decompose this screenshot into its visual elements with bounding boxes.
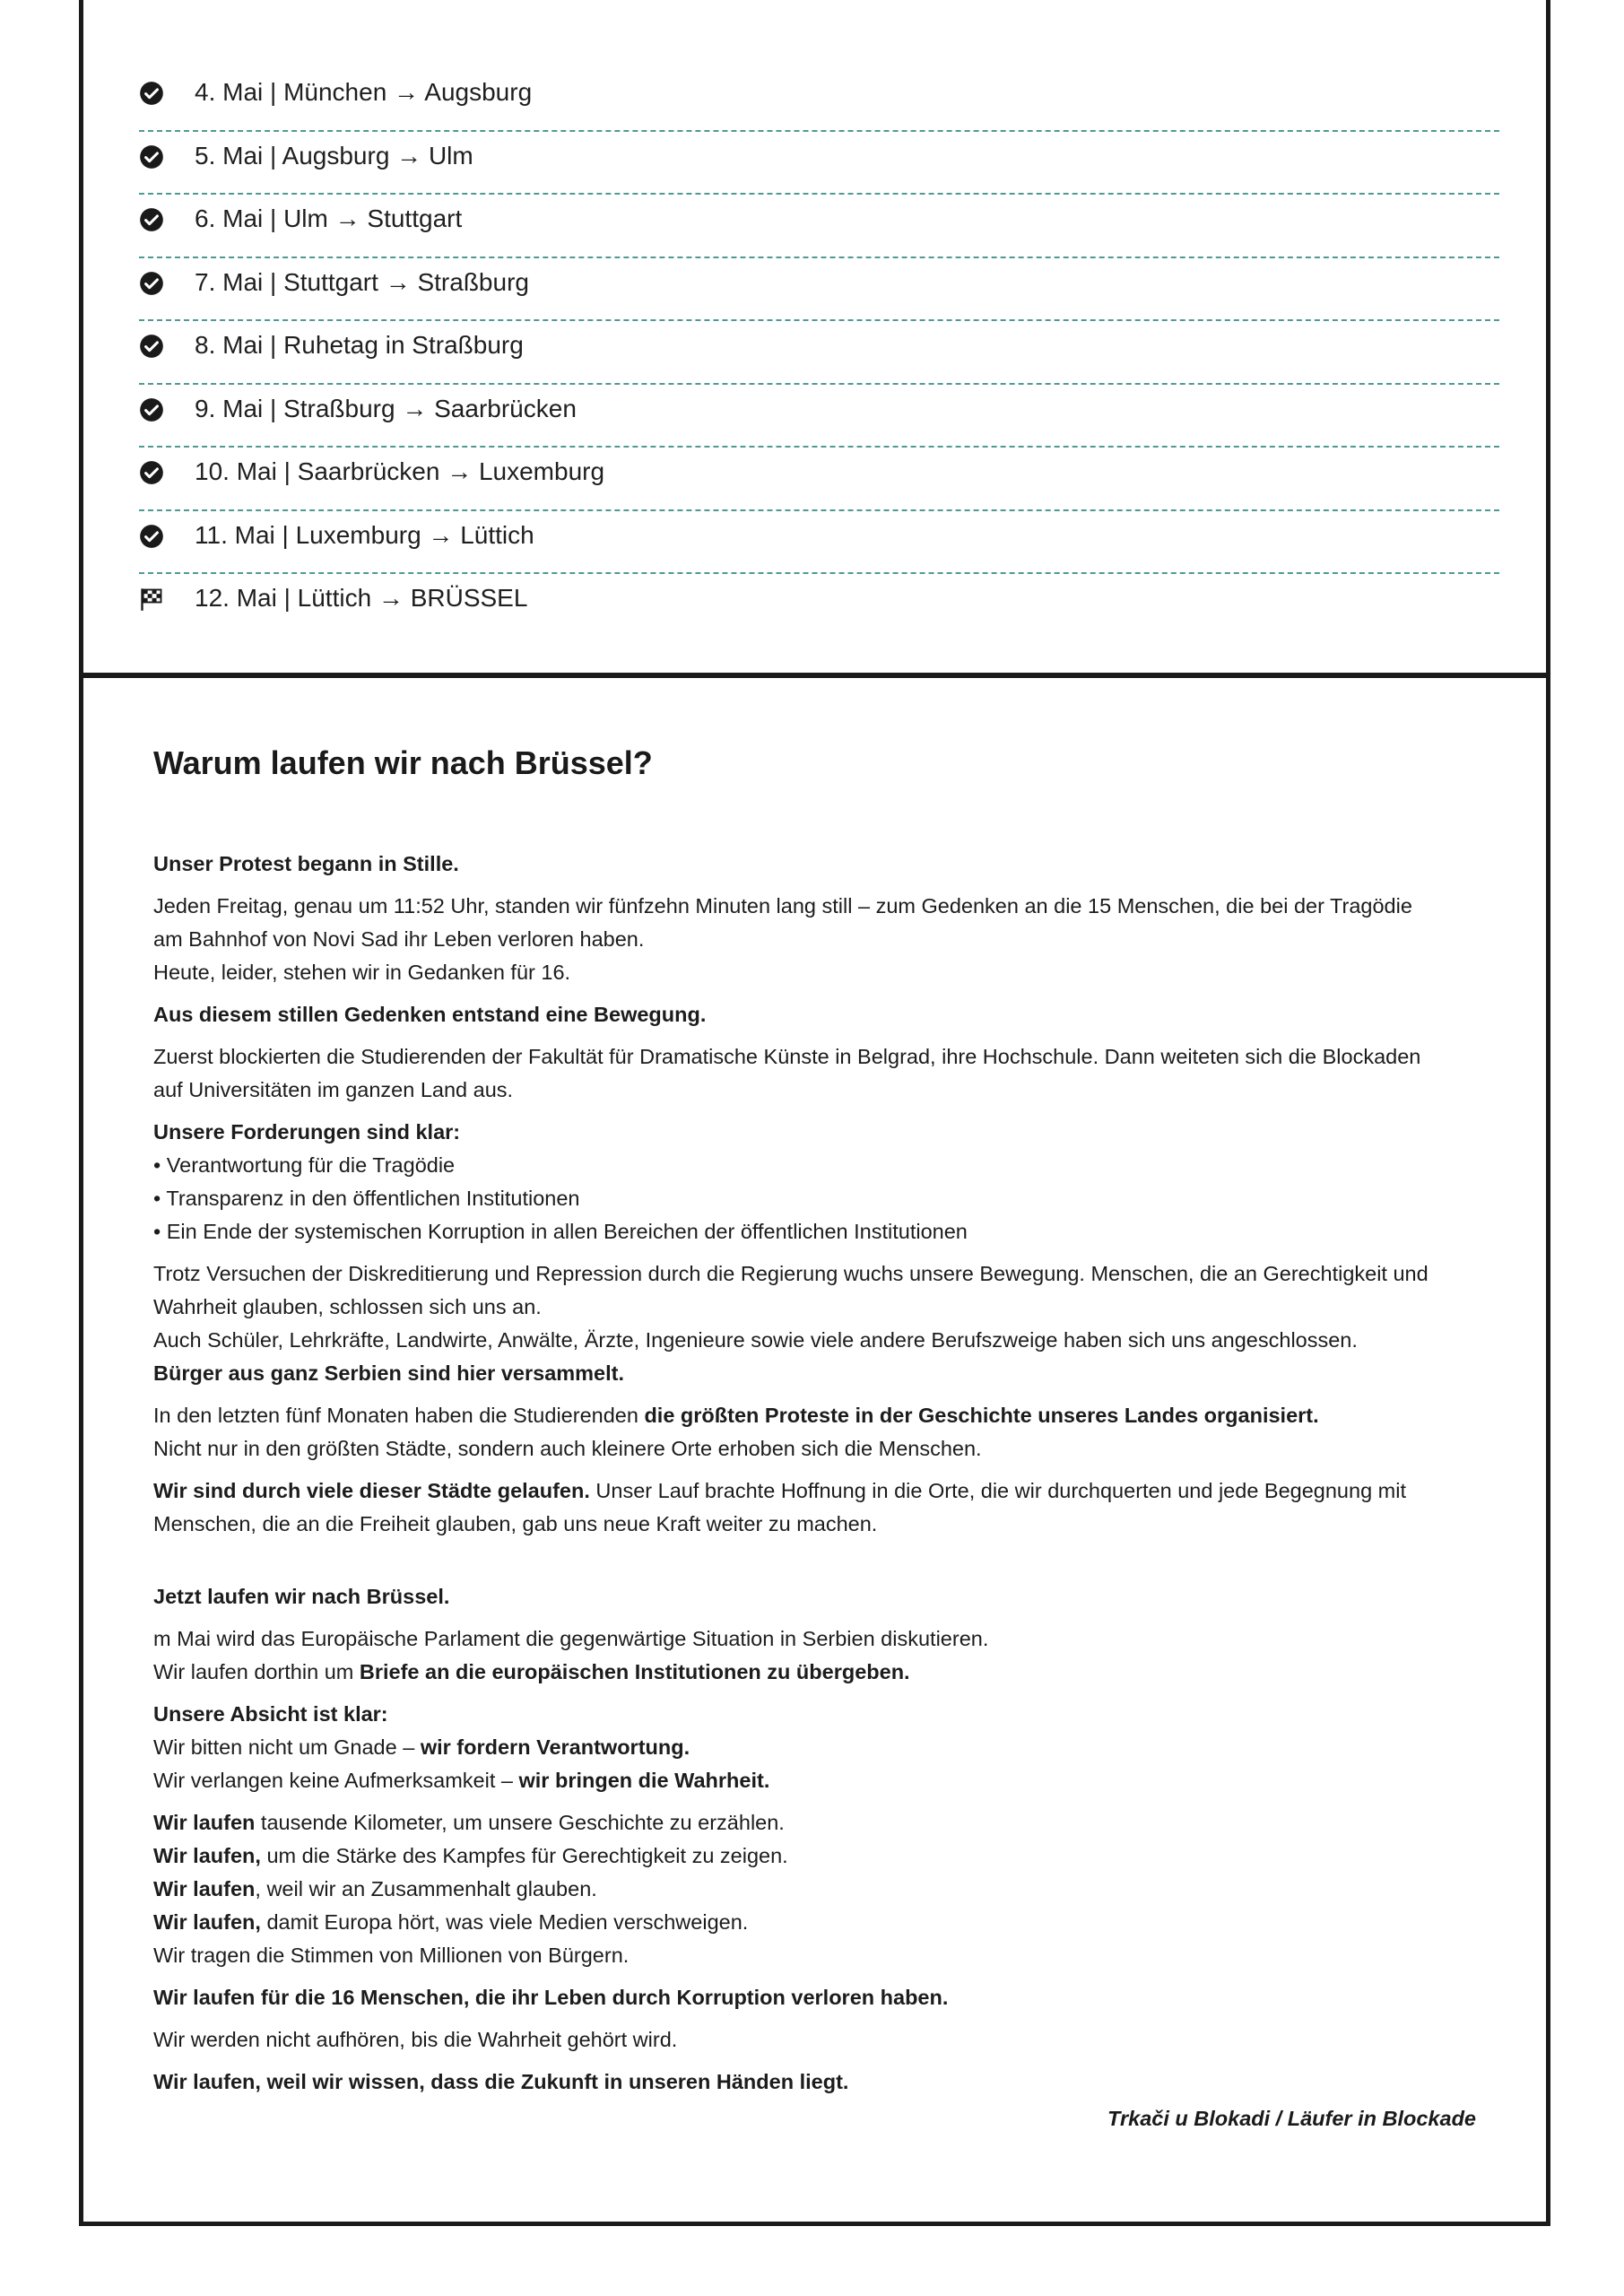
paragraph xyxy=(153,1981,1503,2014)
text-line: Zuerst blockierten die Studierenden der Fakultät für Dramatische Künste in Belgrad, ihre Hochschule. Dann weiteten sich die Blockaden xyxy=(153,1045,1421,1068)
text-line: Nicht nur in den größten Städte, sondern auch kleinere Orte erhoben sich die Menschen. xyxy=(153,1437,982,1460)
text-line xyxy=(153,1731,1503,1764)
text-line: Wahrheit glauben, schlossen sich uns an. xyxy=(153,1295,542,1318)
stage-text: 5. Mai | Augsburg → Ulm xyxy=(195,141,473,170)
text-run-bold: Wir laufen, xyxy=(153,1910,261,1934)
paragraph xyxy=(153,2066,1503,2099)
stage-text: 7. Mai | Stuttgart → Straßburg xyxy=(195,267,529,296)
text-line xyxy=(153,1906,1503,1939)
paragraph xyxy=(153,1698,1503,1797)
text-run: Unser Lauf brachte Hoffnung in die Orte, die wir durchquerten und jede Begegnung mit xyxy=(589,1479,1406,1502)
spacer xyxy=(153,1550,1503,1580)
stage-text: 4. Mai | München → Augsburg xyxy=(195,78,533,106)
stage-text: 12. Mai | Lüttich → BRÜSSEL xyxy=(195,584,528,612)
stage-text: 9. Mai | Straßburg → Saarbrücken xyxy=(195,394,577,422)
paragraph xyxy=(153,848,1503,881)
stage-row xyxy=(139,511,1499,575)
text-line: am Bahnhof von Novi Sad ihr Leben verloren haben. xyxy=(153,927,645,951)
paragraph xyxy=(153,1040,1503,1107)
text-line: Wir werden nicht aufhören, bis die Wahrheit gehört wird. xyxy=(153,2028,678,2051)
check-circle-icon xyxy=(139,524,164,549)
text-run: um die Stärke des Kampfes für Gerechtigkeit zu zeigen. xyxy=(260,1844,788,1867)
text-run-bold: Wir laufen xyxy=(153,1877,256,1900)
paragraph-heading: Aus diesem stillen Gedenken entstand eine Bewegung. xyxy=(153,1003,707,1026)
stage-row xyxy=(139,258,1499,322)
check-circle-icon xyxy=(139,81,164,106)
article-body xyxy=(153,848,1503,2108)
paragraph-heading: Unsere Forderungen sind klar: xyxy=(153,1120,461,1144)
text-run: damit Europa hört, was viele Medien verschweigen. xyxy=(260,1910,749,1934)
list-item: • Verantwortung für die Tragödie xyxy=(153,1153,456,1177)
paragraph xyxy=(153,1806,1503,1972)
signature: Trkači u Blokadi / Läufer in Blockade xyxy=(1107,2107,1476,2130)
text-line xyxy=(153,1656,1503,1689)
text-run: Wir verlangen keine Aufmerksamkeit – xyxy=(153,1769,519,1792)
check-circle-icon xyxy=(139,207,164,232)
stage-row xyxy=(139,195,1499,258)
text-line-bold: Wir laufen für die 16 Menschen, die ihr Leben durch Korruption verloren haben. xyxy=(153,1986,949,2009)
stage-text: 6. Mai | Ulm → Stuttgart xyxy=(195,204,463,232)
text-run-bold: Briefe an die europäischen Institutionen zu übergeben. xyxy=(359,1660,910,1683)
text-run: tausende Kilometer, um unsere Geschichte zu erzählen. xyxy=(255,1811,785,1834)
demands-list xyxy=(153,1116,1503,1248)
text-line-bold: Bürger aus ganz Serbien sind hier versammelt. xyxy=(153,1361,625,1385)
text-line xyxy=(153,1764,1503,1797)
paragraph xyxy=(153,2023,1503,2057)
paragraph xyxy=(153,998,1503,1031)
check-circle-icon xyxy=(139,397,164,422)
text-line: Heute, leider, stehen wir in Gedanken für 16. xyxy=(153,961,571,984)
paragraph xyxy=(153,1580,1503,1613)
paragraph-heading: Jetzt laufen wir nach Brüssel. xyxy=(153,1585,450,1608)
stage-list xyxy=(139,68,1499,638)
stage-row xyxy=(139,574,1499,638)
stage-text: 11. Mai | Luxemburg → Lüttich xyxy=(195,520,534,549)
text-run-bold: die größten Proteste in der Geschichte unseres Landes organisiert. xyxy=(644,1404,1319,1427)
text-run: In den letzten fünf Monaten haben die Studierenden xyxy=(153,1404,645,1427)
stage-row xyxy=(139,321,1499,385)
text-line: Trotz Versuchen der Diskreditierung und Repression durch die Regierung wuchs unsere Bewegung. Menschen, die an Gerechtigkeit und xyxy=(153,1262,1429,1285)
text-line: m Mai wird das Europäische Parlament die gegenwärtige Situation in Serbien diskutieren. xyxy=(153,1627,989,1650)
text-run-bold: wir bringen die Wahrheit. xyxy=(518,1769,770,1792)
paragraph xyxy=(153,1474,1503,1541)
article-title: Warum laufen wir nach Brüssel? xyxy=(153,744,653,781)
paragraph-heading: Unser Protest begann in Stille. xyxy=(153,852,459,875)
text-line: Menschen, die an die Freiheit glauben, gab uns neue Kraft weiter zu machen. xyxy=(153,1512,878,1535)
list-item: • Ein Ende der systemischen Korruption in allen Bereichen der öffentlichen Institutionen xyxy=(153,1220,968,1243)
text-run-bold: Wir laufen, xyxy=(153,1844,261,1867)
checkered-flag-icon xyxy=(139,587,164,612)
text-line-bold: Wir laufen, weil wir wissen, dass die Zukunft in unseren Händen liegt. xyxy=(153,2070,849,2093)
text-run-bold: Wir sind durch viele dieser Städte gelaufen. xyxy=(153,1479,590,1502)
stage-text: 10. Mai | Saarbrücken → Luxemburg xyxy=(195,457,605,485)
text-line: Wir tragen die Stimmen von Millionen von Bürgern. xyxy=(153,1944,630,1967)
stage-row xyxy=(139,448,1499,511)
text-line xyxy=(153,1806,1503,1839)
text-run: Wir laufen dorthin um xyxy=(153,1660,360,1683)
text-line: Jeden Freitag, genau um 11:52 Uhr, standen wir fünfzehn Minuten lang still – zum Gedenken an die 15 Menschen, die bei der Tragödie xyxy=(153,894,1412,918)
text-line: auf Universitäten im ganzen Land aus. xyxy=(153,1078,514,1101)
text-line xyxy=(153,1873,1503,1906)
stage-row xyxy=(139,385,1499,448)
paragraph xyxy=(153,1399,1503,1465)
list-item: • Transparenz in den öffentlichen Institutionen xyxy=(153,1187,580,1210)
stage-row xyxy=(139,132,1499,196)
check-circle-icon xyxy=(139,271,164,296)
check-circle-icon xyxy=(139,460,164,485)
paragraph xyxy=(153,890,1503,989)
text-line xyxy=(153,1839,1503,1873)
text-line: Auch Schüler, Lehrkräfte, Landwirte, Anwälte, Ärzte, Ingenieure sowie viele andere Berufszweige haben sich uns angeschlossen. xyxy=(153,1328,1358,1352)
paragraph xyxy=(153,1257,1503,1390)
text-run: Wir bitten nicht um Gnade – xyxy=(153,1735,421,1759)
article-box xyxy=(79,673,1550,2226)
check-circle-icon xyxy=(139,144,164,170)
text-run-bold: wir fordern Verantwortung. xyxy=(420,1735,690,1759)
text-run: , weil wir an Zusammenhalt glauben. xyxy=(255,1877,597,1900)
check-circle-icon xyxy=(139,334,164,359)
paragraph-heading: Unsere Absicht ist klar: xyxy=(153,1702,388,1726)
paragraph xyxy=(153,1622,1503,1689)
text-run-bold: Wir laufen xyxy=(153,1811,256,1834)
schedule-box xyxy=(79,0,1550,678)
stage-text: 8. Mai | Ruhetag in Straßburg xyxy=(195,331,524,359)
text-line xyxy=(153,1474,1503,1508)
stage-row xyxy=(139,68,1499,132)
text-line xyxy=(153,1399,1503,1432)
